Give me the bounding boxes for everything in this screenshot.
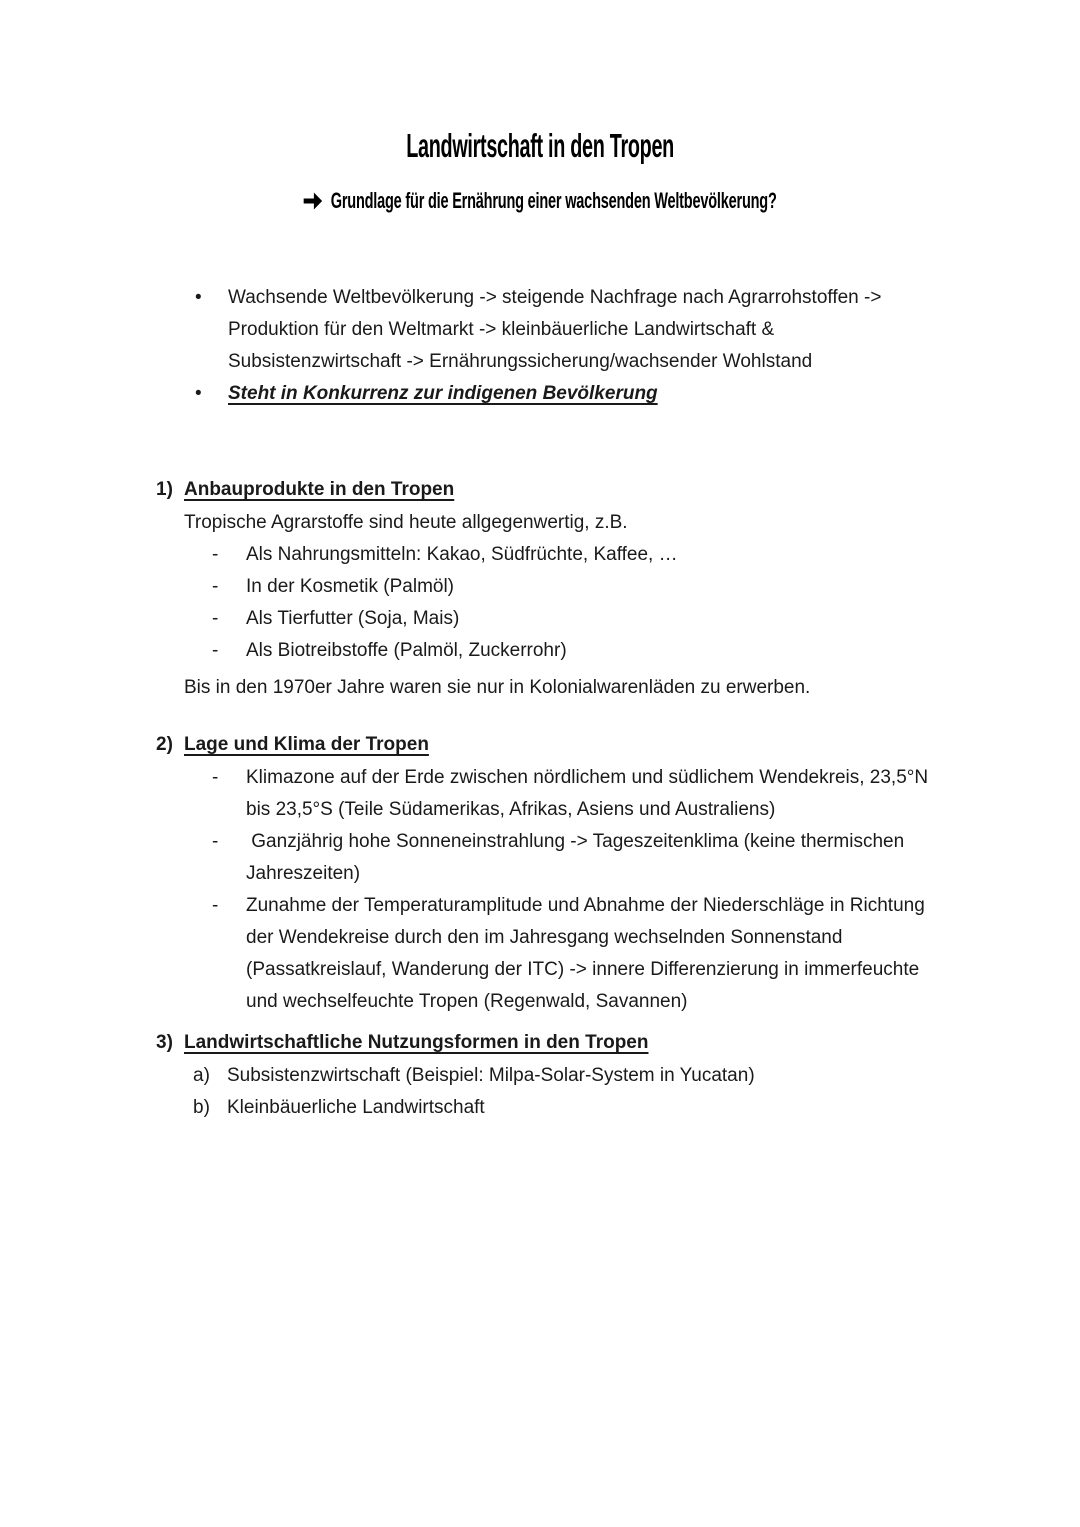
bullet-marker: • [195, 383, 202, 404]
dash-line: Als Tierfutter (Soja, Mais) [246, 608, 460, 629]
section-anbauprodukte [156, 474, 810, 704]
section-intro: Tropische Agrarstoffe sind heute allgegenwertig, z.B. [184, 512, 628, 533]
lettered-line: Kleinbäuerliche Landwirtschaft [227, 1097, 485, 1118]
section-heading-row [156, 1027, 755, 1060]
dash-marker: - [212, 895, 219, 916]
dash-line: Jahreszeiten) [246, 863, 361, 884]
dash-marker: - [212, 608, 219, 629]
dash-line: Als Biotreibstoffe (Palmöl, Zuckerrohr) [246, 640, 567, 661]
bullet-item [195, 282, 881, 378]
dash-line: Ganzjährig hohe Sonneneinstrahlung -> Tageszeitenklima (keine thermischen [246, 831, 905, 852]
dash-line: In der Kosmetik (Palmöl) [246, 576, 455, 597]
dash-line: Zunahme der Temperaturamplitude und Abnahme der Niederschläge in Richtung [246, 895, 925, 916]
bullet-line: Produktion für den Weltmarkt -> kleinbäuerliche Landwirtschaft & [228, 319, 775, 340]
section-heading: Anbauprodukte in den Tropen [184, 479, 455, 500]
dash-marker: - [212, 576, 219, 597]
dash-line: der Wendekreise durch den im Jahresgang wechselnden Sonnenstand [246, 927, 843, 948]
bullet-list [195, 282, 881, 410]
lettered-line: Subsistenzwirtschaft (Beispiel: Milpa-Solar-System in Yucatan) [227, 1065, 755, 1086]
dash-line: Klimazone auf der Erde zwischen nördlichem und südlichem Wendekreis, 23,5°N [246, 767, 929, 788]
lettered-marker: a) [193, 1065, 210, 1086]
dash-line: Als Nahrungsmitteln: Kakao, Südfrüchte, Kaffee, … [246, 544, 678, 565]
page-title-text: Landwirtschaft in den Tropen [406, 127, 674, 164]
bullet-marker: • [195, 287, 202, 308]
dash-item [212, 762, 928, 826]
section-lage-und-klima [156, 729, 928, 1018]
dash-line: (Passatkreislauf, Wanderung der ITC) -> innere Differenzierung in immerfeuchte [246, 959, 920, 980]
section-nutzungsformen [156, 1027, 755, 1124]
section-closing-paragraph: Bis in den 1970er Jahre waren sie nur in Kolonialwarenläden zu erwerben. [184, 677, 811, 698]
dash-line: bis 23,5°S (Teile Südamerikas, Afrikas, Asiens und Australiens) [246, 799, 776, 820]
section-number: 1) [156, 479, 173, 500]
bullet-line-emphasized: Steht in Konkurrenz zur indigenen Bevölkerung [228, 383, 658, 404]
bullet-line: Subsistenzwirtschaft -> Ernährungssicherung/wachsender Wohlstand [228, 351, 813, 372]
section-heading-row [156, 729, 928, 762]
section-heading-row [156, 474, 810, 507]
bullet-line: Wachsende Weltbevölkerung -> steigende Nachfrage nach Agrarrohstoffen -> [228, 287, 882, 308]
page-subtitle [0, 189, 1080, 213]
dash-item [212, 571, 810, 603]
page-subtitle-inner [303, 189, 777, 213]
section-number: 2) [156, 734, 173, 755]
bullet-item-emphasized [195, 378, 881, 410]
lettered-item [193, 1092, 755, 1124]
dash-marker: - [212, 640, 219, 661]
section-heading: Lage und Klima der Tropen [184, 734, 429, 755]
section-number: 3) [156, 1032, 173, 1053]
dash-marker: - [212, 544, 219, 565]
dash-marker: - [212, 831, 219, 852]
section-heading: Landwirtschaftliche Nutzungsformen in den Tropen [184, 1032, 649, 1053]
dash-item [212, 539, 810, 571]
page-subtitle-text: Grundlage für die Ernährung einer wachsenden Weltbevölkerung? [330, 188, 777, 213]
dash-marker: - [212, 767, 219, 788]
dash-item [212, 603, 810, 635]
arrow-right-icon [303, 192, 323, 210]
dash-item [212, 635, 810, 667]
lettered-marker: b) [193, 1097, 210, 1118]
dash-item [212, 826, 928, 890]
dash-item [212, 890, 928, 1018]
dash-line: und wechselfeuchte Tropen (Regenwald, Savannen) [246, 991, 688, 1012]
lettered-item [193, 1060, 755, 1092]
page-title [0, 129, 1080, 162]
